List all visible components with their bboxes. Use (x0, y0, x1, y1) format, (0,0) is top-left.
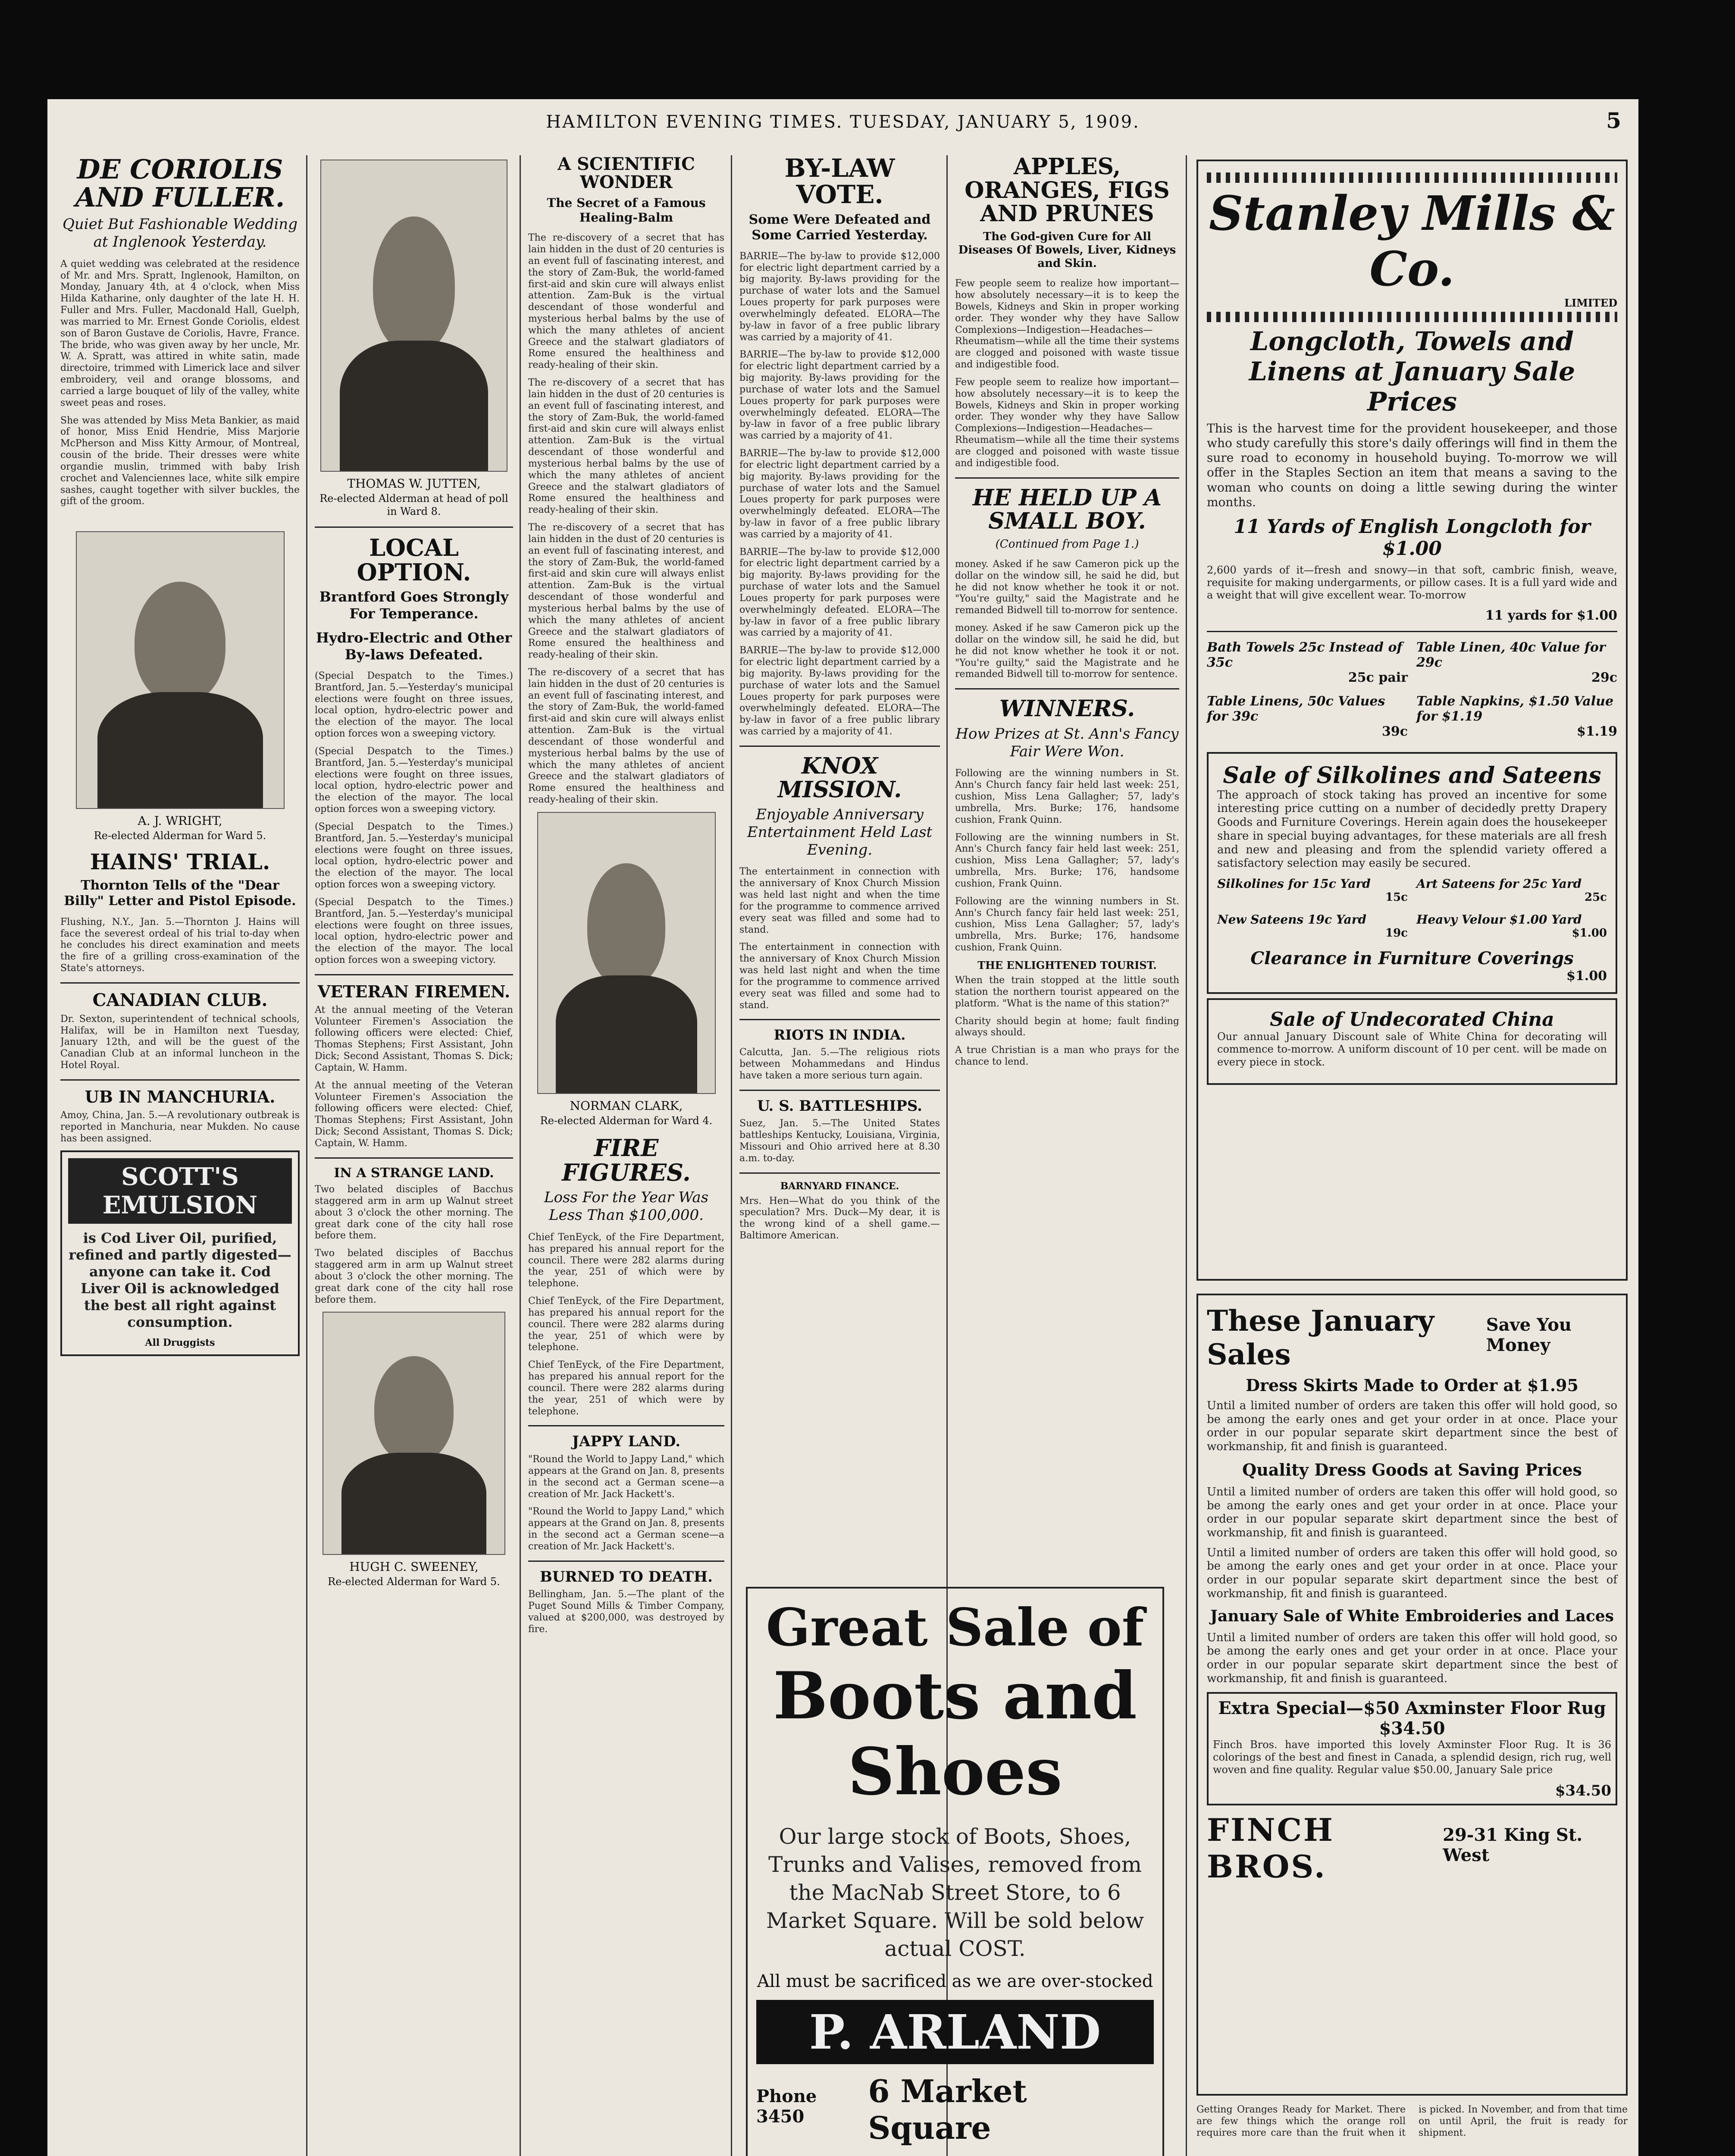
stanley-item: Bath Towels 25c Instead of 35c 25c pair (1207, 639, 1408, 685)
column-2 (315, 155, 513, 2156)
bylaw-body: BARRIE—The by-law to provide $12,000 for electric light department carried by a big majority. By-laws providing for the purchase of water lots and the Samuel Loues property for park purposes were overwhelmingly defeated. ELORA—The by-law in favor of a free public library was carried by a majority of 41. (739, 251, 940, 343)
masthead: HAMILTON EVENING TIMES. TUESDAY, JANUARY 5, 1909. (546, 112, 1140, 132)
held-up-body-2: money. Asked if he saw Cameron pick up the dollar on the window sill, he said he did, but he did not know whether he took it or not. "You're guilty," said the Magistrate and he remanded Bidwell till to-morrow for sentence. (955, 623, 1179, 680)
winners-body-2: Following are the winning numbers in St. Ann's Church fancy fair held last week: 251, cushion, Miss Lena Gallagher; 57, lady's umbrella, Mrs. Burke; 176, handsome cushion, Frank Quinn. (955, 832, 1179, 889)
local-option-headline: LOCAL OPTION. (357, 534, 471, 586)
christian-line: A true Christian is a man who prays for the chance to lend. (955, 1045, 1179, 1068)
riots-body: Calcutta, Jan. 5.—The religious riots between Mohammedans and Hindus have taken a more serious turn again. (739, 1047, 940, 1081)
scientific-wonder-sub: The Secret of a Famous Healing-Balm (547, 196, 706, 225)
column-rule (731, 155, 732, 2156)
column-5 (955, 155, 1179, 1570)
arland-logo: P. ARLAND (756, 2000, 1154, 2064)
column-4 (739, 155, 940, 1570)
jappy-land-headline: JAPPY LAND. (572, 1433, 681, 1451)
column-rule (1186, 155, 1187, 2156)
held-up-headline: HE HELD UP A SMALL BOY. (972, 484, 1162, 535)
finch-sub: Dress Skirts Made to Order at $1.95 (1246, 1376, 1578, 1395)
portrait-jutten (320, 160, 507, 472)
rug-box (1207, 1692, 1617, 1806)
column-1 (60, 155, 300, 2156)
stanley-item: Table Napkins, $1.50 Value for $1.19 $1.19 (1416, 693, 1617, 739)
local-option-sub-1: Brantford Goes Strongly For Temperance. (319, 589, 509, 622)
oranges-body: Getting Oranges Ready for Market. There are few things which the orange roll requires more care than the fruit when it is picked. In November, and from that time on until April, the fruit is ready for shipment. (1196, 2104, 1628, 2138)
stanley-item: Table Linen, 40c Value for 29c 29c (1416, 639, 1617, 685)
portrait-jutten-name: THOMAS W. JUTTEN, (347, 476, 481, 491)
burned-body: Bellingham, Jan. 5.—The plant of the Puget Sound Mills & Timber Company, valued at $200,000, was destroyed by fire. (528, 1589, 724, 1635)
silkolines-body: The approach of stock taking has proved an incentive for some interesting price cutting on a number of decidedly pretty Drapery Goods and Furniture Coverings. Herein again does the housekeeper share in special buying advantages, for these materials are all fresh and new and pleasing and from the splendid variety offered a satisfactory selection may easily be secured. (1217, 788, 1607, 870)
stanley-limited: LIMITED (1564, 297, 1617, 309)
wedding-subtitle: Quiet But Fashionable Wedding at Inglenook Yesterday. (63, 216, 298, 251)
portrait-wright-caption: Re-elected Alderman for Ward 5. (94, 830, 266, 842)
scotts-emulsion-ad (60, 1150, 300, 1356)
barnyard-headline: BARNYARD FINANCE. (780, 1180, 899, 1192)
silk-item: Silkolines for 15c Yard 15c (1217, 877, 1408, 904)
scientific-wonder-headline: A SCIENTIFIC WONDER (557, 155, 695, 192)
newspaper-page (47, 99, 1638, 2156)
local-option-sub-2: Hydro-Electric and Other By-laws Defeated. (316, 630, 512, 663)
winners-body-3: Following are the winning numbers in St. Ann's Church fancy fair held last week: 251, cushion, Miss Lena Gallagher; 57, lady's umbrella, Mrs. Burke; 176, handsome cushion, Frank Quinn. (955, 896, 1179, 953)
portrait-jutten-caption: Re-elected Alderman at head of poll in Ward 8. (319, 492, 508, 517)
fire-figures-body: Chief TenEyck, of the Fire Department, has prepared his annual report for the council. There were 282 alarms during the year, 251 of which were by telephone. (528, 1232, 724, 1289)
apples-body-2: Few people seem to realize how important—how absolutely necessary—it is to keep the Bowels, Kidneys and Skin in proper working order. They wonder why they have Sallow Complexions—Indigestion—Headaches—Rheumatism—while all the time their systems are clogged and poisoned with waste tissue and indigestible food. (955, 376, 1179, 469)
manchuria-headline: UB IN MANCHURIA. (85, 1087, 276, 1106)
burned-headline: BURNED TO DEATH. (540, 1568, 713, 1586)
silk-item: Art Sateens for 25c Yard 25c (1416, 877, 1607, 904)
veteran-firemen-body-2: At the annual meeting of the Veteran Volunteer Firemen's Association the following officers were elected: Chief, Thomas Stephens; First Assistant, John Dick; Second Assistant, Thomas S. Dick; Captain, W. Hamm. (315, 1080, 513, 1149)
held-up-sub: (Continued from Page 1.) (995, 537, 1139, 551)
boots-ad-body: Our large stock of Boots, Shoes, Trunks and Valises, removed from the MacNab Street Store, to 6 Market Square. Will be sold below actual COST. (766, 1824, 1144, 1961)
portrait-clark-caption: Re-elected Alderman for Ward 4. (540, 1114, 713, 1127)
bylaw-body-4: BARRIE—The by-law to provide $12,000 for electric light department carried by a big majority. By-laws providing for the purchase of water lots and the Samuel Loues property for park purposes were overwhelmingly defeated. ELORA—The by-law in favor of a free public library was carried by a majority of 41. (739, 546, 940, 639)
clearance-price: $1.00 (1566, 968, 1607, 984)
arland-phone: Phone 3450 (756, 2086, 817, 2127)
finch-headline-1: These January Sales (1207, 1304, 1434, 1371)
finch-section-2: January Sale of White Embroideries and Laces (1210, 1607, 1614, 1625)
rug-title: Extra Special—$50 Axminster Floor Rug $34.50 (1218, 1698, 1606, 1739)
held-up-body: money. Asked if he saw Cameron pick up the dollar on the window sill, he said he did, but he did not know whether he took it or not. "You're guilty," said the Magistrate and he remanded Bidwell till to-morrow for sentence. (955, 558, 1179, 616)
wedding-body: A quiet wedding was celebrated at the residence of Mr. and Mrs. Spratt, Inglenook, Hamilton, on Monday, January 4th, at 4 o'clock, when Miss Hilda Katharine, only daughter of the late H. H. Fuller and Mrs. Fuller, Macdonald Hall, Guelph, was married to Mr. Ernest Gonde Coriolis, eldest son of Baron Gustave de Coriolis, Havre, France. The bride, who was given away by her uncle, Mr. W. A. Spratt, was attired in white satin, made directoire, trimmed with Limerick lace and silver embroidery, veil and orange blossoms, and carried a large bouquet of lily of the valley, white sweet peas and roses. (60, 258, 300, 408)
finch-body-4: Until a limited number of orders are taken this offer will hold good, so be among the early ones and get your order in at once. Place your order in our popular separate skirt department since the best of workmanship, fit and finish is guaranteed. (1207, 1631, 1617, 1685)
portrait-clark (537, 812, 716, 1094)
portrait-sweeney-caption: Re-elected Alderman for Ward 5. (328, 1576, 500, 1588)
rug-body: Finch Bros. have imported this lovely Axminster Floor Rug. It is 36 colorings of the best and finest in Canada, a splendid design, rich rug, well woven and fine quality. Regular value $50.00, January Sale price (1213, 1738, 1611, 1776)
stanley-headline: Longcloth, Towels and Linens at January Sale Prices (1249, 326, 1575, 417)
stanley-mills-logo: Stanley Mills & Co. (1209, 185, 1616, 297)
finch-body-3: Until a limited number of orders are taken this offer will hold good, so be among the early ones and get your order in at once. Place your order in our popular separate skirt department since the best of workmanship, fit and finish is guaranteed. (1207, 1546, 1617, 1600)
winners-headline: WINNERS. (999, 696, 1135, 722)
silkolines-box (1207, 752, 1617, 994)
boots-shoes-ad (746, 1587, 1164, 2156)
finch-body-2: Until a limited number of orders are taken this offer will hold good, so be among the early ones and get your order in at once. Place your order in our popular separate skirt department since the best of workmanship, fit and finish is guaranteed. (1207, 1485, 1617, 1540)
scientific-wonder-body-3: The re-discovery of a secret that has lain hidden in the dust of 20 centuries is an event full of fascinating interest, and the story of Zam-Buk, the world-famed first-aid and skin cure will always enlist attention. Zam-Buk is the virtual descendant of those wonderful and mysterious herbal balms by the use of which the many athletes of ancient Greece and the stalwart gladiators of Rome ensured the healthiness and ready-healing of their skin. (528, 522, 724, 661)
china-box (1207, 998, 1617, 1085)
fire-figures-body-2: Chief TenEyck, of the Fire Department, has prepared his annual report for the council. There were 282 alarms during the year, 251 of which were by telephone. (528, 1296, 724, 1353)
longcloth-deal-price: 11 yards for $1.00 (1485, 608, 1617, 623)
canadian-club-headline: CANADIAN CLUB. (92, 990, 268, 1010)
knox-mission-sub: Enjoyable Anniversary Entertainment Held Last Evening. (747, 806, 933, 859)
stanley-intro: This is the harvest time for the provident housekeeper, and those who study carefully this store's daily offerings will find in them the sure road to economy in household buying. To-morrow we will offer in the Staples Section an item that means a saving to the woman who counts on doing a little sewing during the winter months. (1207, 421, 1617, 509)
silk-item: New Sateens 19c Yard 19c (1217, 912, 1408, 940)
hains-subtitle: Thornton Tells of the "Dear Billy" Letter and Pistol Episode. (64, 877, 296, 909)
canadian-club-body: Dr. Sexton, superintendent of technical schools, Halifax, will be in Hamilton next Tuesday, January 12th, and will be the guest of the Canadian Club at an informal luncheon in the Hotel Royal. (60, 1013, 300, 1071)
local-option-body-cont-3: (Special Despatch to the Times.) Brantford, Jan. 5.—Yesterday's municipal elections were fought on three issues, local option, hydro-electric power and the election of the mayor. The local option forces won a sweeping victory. (315, 896, 513, 965)
tourist-body: When the train stopped at the little south station the northern tourist appeared on the platform. "What is the name of this station?" (955, 975, 1179, 1009)
bylaw-sub: Some Were Defeated and Some Carried Yesterday. (748, 212, 931, 243)
arland-address: 6 Market Square (868, 2073, 1027, 2146)
jappy-land-body-2: "Round the World to Jappy Land," which appears at the Grand on Jan. 8, presents in the second act a German scene—a creation of Mr. Jack Hackett's. (528, 1506, 724, 1552)
scotts-emulsion-footer: All Druggists (145, 1337, 215, 1348)
portrait-clark-name: NORMAN CLARK, (570, 1098, 683, 1113)
bylaw-headline: BY-LAW VOTE. (784, 155, 895, 209)
local-option-body-cont: (Special Despatch to the Times.) Brantford, Jan. 5.—Yesterday's municipal elections were fought on three issues, local option, hydro-electric power and the election of the mayor. The local option forces won a sweeping victory. (315, 746, 513, 815)
winners-body: Following are the winning numbers in St. Ann's Church fancy fair held last week: 251, cushion, Miss Lena Gallagher; 57, lady's umbrella, Mrs. Burke; 176, handsome cushion, Frank Quinn. (955, 768, 1179, 825)
scientific-wonder-body: The re-discovery of a secret that has lain hidden in the dust of 20 centuries is an event full of fascinating interest, and the story of Zam-Buk, the world-famed first-aid and skin cure will always enlist attention. Zam-Buk is the virtual descendant of those wonderful and mysterious herbal balms by the use of which the many athletes of ancient Greece and the stalwart gladiators of Rome ensured the healthiness and ready-healing of their skin. (528, 232, 724, 371)
charity-line: Charity should begin at home; fault finding always should. (955, 1015, 1179, 1038)
portrait-sweeney (323, 1312, 505, 1555)
longcloth-deal-title: 11 Yards of English Longcloth for $1.00 (1234, 515, 1591, 560)
finch-body: Until a limited number of orders are taken this offer will hold good, so be among the early ones and get your order in at once. Place your order in our popular separate skirt department since the best of workmanship, fit and finish is guaranteed. (1207, 1399, 1617, 1454)
silkolines-title: Sale of Silkolines and Sateens (1223, 762, 1601, 789)
hains-body: Flushing, N.Y., Jan. 5.—Thornton J. Hains will face the severest ordeal of his trial to-day when he concludes his direct examination and meets the fire of a grilling cross-examination of the State's attorneys. (60, 916, 300, 974)
column-3 (528, 155, 724, 2156)
oranges-article (1196, 2104, 1628, 2156)
strange-land-body-2: Two belated disciples of Bacchus staggered arm in arm up Walnut street about 3 o'clock the other morning. The great dark cone of the city hall rose before them. (315, 1248, 513, 1305)
finch-section-1: Quality Dress Goods at Saving Prices (1242, 1460, 1582, 1479)
hains-headline: HAINS' TRIAL. (90, 849, 270, 875)
riots-headline: RIOTS IN INDIA. (774, 1027, 906, 1044)
clearance-title: Clearance in Furniture Coverings (1250, 948, 1574, 969)
finch-bros-ad (1196, 1294, 1628, 2096)
bylaw-body-3: BARRIE—The by-law to provide $12,000 for electric light department carried by a big majority. By-laws providing for the purchase of water lots and the Samuel Loues property for park purposes were overwhelmingly defeated. ELORA—The by-law in favor of a free public library was carried by a majority of 41. (739, 448, 940, 540)
scientific-wonder-body-2: The re-discovery of a secret that has lain hidden in the dust of 20 centuries is an event full of fascinating interest, and the story of Zam-Buk, the world-famed first-aid and skin cure will always enlist attention. Zam-Buk is the virtual descendant of those wonderful and mysterious herbal balms by the use of which the many athletes of ancient Greece and the stalwart gladiators of Rome ensured the healthiness and ready-healing of their skin. (528, 377, 724, 516)
ornament-bar (1207, 172, 1617, 183)
boots-ad-line-1: Great Sale of (766, 1597, 1144, 1658)
manchuria-body: Amoy, China, Jan. 5.—A revolutionary outbreak is reported in Manchuria, near Mukden. No cause has been assigned. (60, 1109, 300, 1144)
local-option-body-cont-2: (Special Despatch to the Times.) Brantford, Jan. 5.—Yesterday's municipal elections were fought on three issues, local option, hydro-electric power and the election of the mayor. The local option forces won a sweeping victory. (315, 821, 513, 890)
stanley-item: Table Linens, 50c Values for 39c 39c (1207, 693, 1408, 739)
scotts-emulsion-logo: SCOTT'S EMULSION (68, 1158, 292, 1224)
scotts-emulsion-body: is Cod Liver Oil, purified, refined and partly digested—anyone can take it. Cod Liver Oil is acknowledged the best all right against consumption. (69, 1230, 291, 1331)
fire-figures-headline: FIRE FIGURES. (562, 1134, 691, 1186)
barnyard-body: Mrs. Hen—What do you think of the speculation? Mrs. Duck—My dear, it is the wrong kind of a shell game.—Baltimore American. (739, 1195, 940, 1241)
winners-sub: How Prizes at St. Ann's Fancy Fair Were Won. (955, 725, 1179, 760)
fire-figures-sub: Loss For the Year Was Less Than $100,000. (544, 1189, 709, 1224)
bylaw-body-2: BARRIE—The by-law to provide $12,000 for electric light department carried by a big majority. By-laws providing for the purchase of water lots and the Samuel Loues property for park purposes were overwhelmingly defeated. ELORA—The by-law in favor of a free public library was carried by a majority of 41. (739, 349, 940, 442)
fire-figures-body-3: Chief TenEyck, of the Fire Department, has prepared his annual report for the council. There were 282 alarms during the year, 251 of which were by telephone. (528, 1360, 724, 1417)
stanley-items (1207, 640, 1617, 739)
bylaw-body-5: BARRIE—The by-law to provide $12,000 for electric light department carried by a big majority. By-laws providing for the purchase of water lots and the Samuel Loues property for park purposes were overwhelmingly defeated. ELORA—The by-law in favor of a free public library was carried by a majority of 41. (739, 645, 940, 737)
longcloth-deal-body: 2,600 yards of it—fresh and snowy—in that soft, cambric finish, weave, requisite for making undergarments, or pillow cases. It is a full yard wide and a weight that will give excellent wear. To-morrow (1207, 564, 1617, 602)
finch-headline-2: Save You Money (1486, 1315, 1572, 1355)
veteran-firemen-body: At the annual meeting of the Veteran Volunteer Firemen's Association the following officers were elected: Chief, Thomas Stephens; First Assistant, John Dick; Second Assistant, Thomas S. Dick; Captain, W. Hamm. (315, 1004, 513, 1073)
rug-price: $34.50 (1555, 1782, 1611, 1800)
column-rule (520, 155, 521, 2156)
scientific-wonder-body-4: The re-discovery of a secret that has lain hidden in the dust of 20 centuries is an event full of fascinating interest, and the story of Zam-Buk, the world-famed first-aid and skin cure will always enlist attention. Zam-Buk is the virtual descendant of those wonderful and mysterious herbal balms by the use of which the many athletes of ancient Greece and the stalwart gladiators of Rome ensured the healthiness and ready-healing of their skin. (528, 667, 724, 805)
apples-body: Few people seem to realize how important—how absolutely necessary—it is to keep the Bowels, Kidneys and Skin in proper working order. They wonder why they have Sallow Complexions—Indigestion—Headaches—Rheumatism—while all the time their systems are clogged and poisoned with waste tissue and indigestible food. (955, 278, 1179, 370)
local-option-body: (Special Despatch to the Times.) Brantford, Jan. 5.—Yesterday's municipal elections were fought on three issues, local option, hydro-electric power and the election of the mayor. The local option forces won a sweeping victory. (315, 670, 513, 740)
strange-land-headline: IN A STRANGE LAND. (334, 1165, 494, 1181)
battleships-headline: U. S. BATTLESHIPS. (757, 1097, 922, 1115)
portrait-sweeney-name: HUGH C. SWEENEY, (349, 1560, 479, 1574)
veteran-firemen-headline: VETERAN FIREMEN. (317, 981, 510, 1001)
wedding-body-2: She was attended by Miss Meta Bankier, as maid of honor, Miss Enid Hendrie, Miss Marjorie McPherson and Miss Kitty Armour, of Montreal, cousin of the bride. Their dresses were white organdie muslin, trimmed with baby Irish crochet and Valenciennes lace, white silk empire sashes, caught together with silver buckles, the gift of the groom. (60, 415, 300, 507)
apples-sub: The God-given Cure for All Diseases Of Bowels, Liver, Kidneys and Skin. (958, 230, 1176, 270)
portrait-wright (76, 531, 285, 809)
silk-item: Heavy Velour $1.00 Yard $1.00 (1416, 912, 1607, 940)
column-rule (306, 155, 307, 2156)
knox-mission-headline: KNOX MISSION. (777, 752, 902, 803)
page-number: 5 (1606, 108, 1621, 133)
china-title: Sale of Undecorated China (1270, 1009, 1554, 1031)
battleships-body: Suez, Jan. 5.—The United States battleships Kentucky, Louisiana, Virginia, Missouri and Ohio arrived here at 8.30 a.m. to-day. (739, 1118, 940, 1164)
stanley-mills-ad (1196, 160, 1628, 1281)
jappy-land-body: "Round the World to Jappy Land," which appears at the Grand on Jan. 8, presents in the second act a German scene—a creation of Mr. Jack Hackett's. (528, 1454, 724, 1500)
boots-ad-line-2: Boots and Shoes (773, 1658, 1137, 1810)
knox-mission-body-2: The entertainment in connection with the anniversary of Knox Church Mission was held last night and when the time for the programme to commence arrived every seat was filled and some had to stand. (739, 942, 940, 1011)
apples-headline: APPLES, ORANGES, FIGS AND PRUNES (965, 155, 1170, 227)
finch-bros-address: 29-31 King St. West (1443, 1825, 1583, 1866)
portrait-wright-name: A. J. WRIGHT, (138, 814, 222, 828)
knox-mission-body: The entertainment in connection with the anniversary of Knox Church Mission was held last night and when the time for the programme to commence arrived every seat was filled and some had to stand. (739, 866, 940, 935)
tourist-headline: THE ENLIGHTENED TOURIST. (977, 959, 1157, 971)
strange-land-body: Two belated disciples of Bacchus staggered arm in arm up Walnut street about 3 o'clock the other morning. The great dark cone of the city hall rose before them. (315, 1184, 513, 1241)
china-body: Our annual January Discount sale of White China for decorating will commence to-morrow. A uniform discount of 10 per cent. will be made on every piece in stock. (1217, 1031, 1607, 1068)
wedding-headline: DE CORIOLIS AND FULLER. (75, 155, 285, 213)
boots-ad-note: All must be sacrificed as we are over-stocked (757, 1971, 1153, 1991)
finch-bros-logo: FINCH BROS. (1207, 1811, 1334, 1885)
